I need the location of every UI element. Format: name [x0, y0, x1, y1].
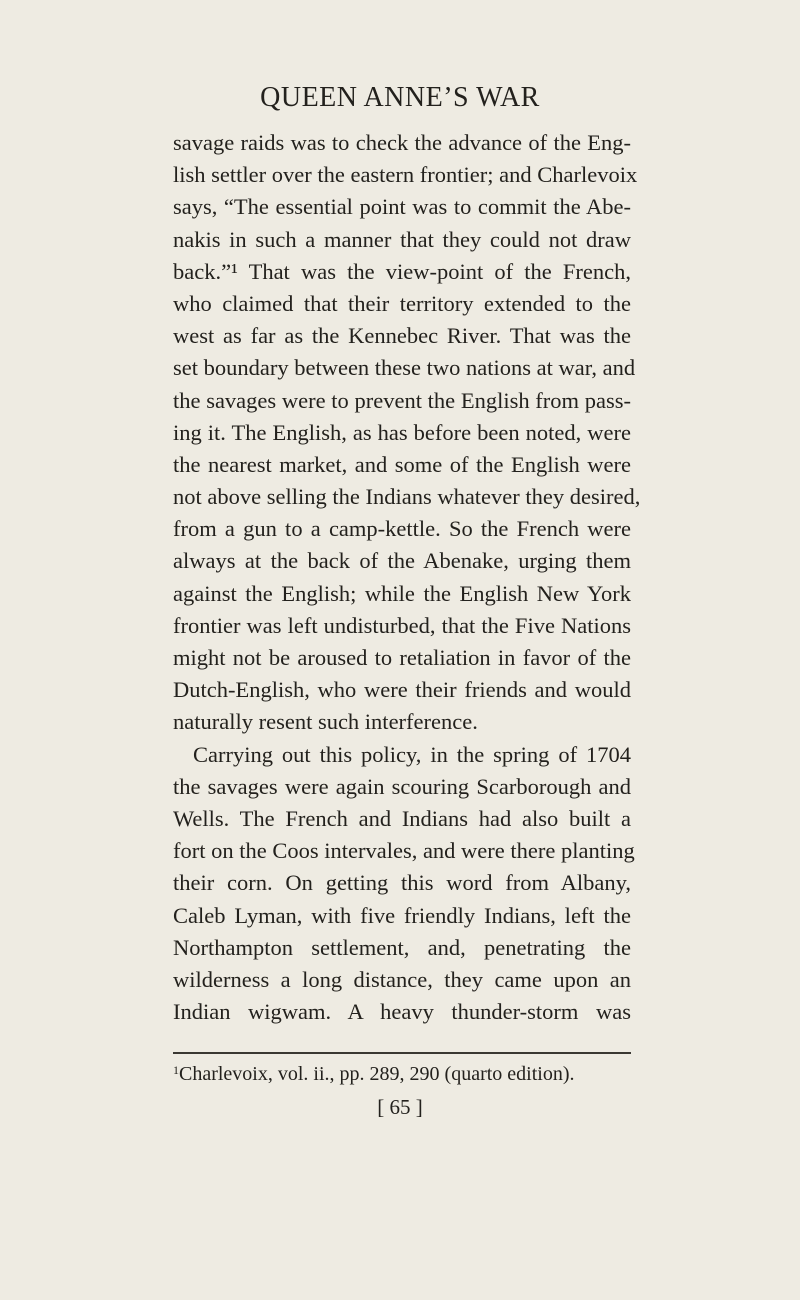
text-line: not above selling the Indians whatever they desired, [173, 484, 641, 510]
text-line: always at the back of the Abenake, urging them [173, 548, 631, 574]
text-line: ing it. The English, as has before been noted, were [173, 419, 631, 445]
text-line: their corn. On getting this word from Albany, [173, 870, 631, 896]
text-line: Dutch-English, who were their friends and would [173, 677, 631, 703]
text-line: Northampton settlement, and, penetrating the [173, 934, 631, 960]
text-line: west as far as the Kennebec River. That was the [173, 323, 631, 349]
running-header: QUEEN ANNE’S WAR [260, 82, 540, 113]
text-line-paragraph-start: Carrying out this policy, in the spring of 1704 [193, 741, 631, 767]
text-line: Indian wigwam. A heavy thunder-storm was [173, 999, 631, 1025]
text-line: who claimed that their territory extended to the [173, 290, 631, 316]
text-line: frontier was left undisturbed, that the Five Nations [173, 612, 631, 638]
text-line: nakis in such a manner that they could not draw [173, 226, 631, 252]
page-number: [ 65 ] [377, 1095, 423, 1119]
text-line: set boundary between these two nations at war, and [173, 355, 636, 381]
text-line: from a gun to a camp-kettle. So the French were [173, 516, 631, 542]
text-line: Wells. The French and Indians had also built a [173, 805, 631, 831]
text-line: fort on the Coos intervales, and were there planting [173, 838, 635, 864]
text-line: savage raids was to check the advance of the Eng- [173, 130, 631, 155]
text-line: might not be aroused to retaliation in favor of the [173, 645, 631, 670]
text-line: says, “The essential point was to commit the Abe- [173, 194, 631, 220]
text-line: the nearest market, and some of the English were [173, 451, 631, 477]
text-line: the savages were again scouring Scarborough and [173, 773, 631, 799]
footnote [173, 1063, 643, 1086]
footnote-text: Charlevoix, vol. ii., pp. 289, 290 (quarto edition). [179, 1063, 575, 1085]
text-line: lish settler over the eastern frontier; and Charlevoix [173, 162, 638, 188]
text-line: wilderness a long distance, they came upon an [173, 966, 631, 992]
text-line: back.”¹ That was the view-point of the French, [173, 258, 631, 284]
text-line: against the English; while the English New York [173, 580, 631, 606]
footnote-marker: 1 [173, 1063, 179, 1077]
text-line: Caleb Lyman, with five friendly Indians, left the [173, 902, 631, 928]
footnote-divider [173, 1052, 631, 1054]
text-line-paragraph-end: naturally resent such interference. [173, 709, 478, 735]
text-line: the savages were to prevent the English from pass- [173, 387, 631, 413]
body-text [173, 127, 641, 1028]
